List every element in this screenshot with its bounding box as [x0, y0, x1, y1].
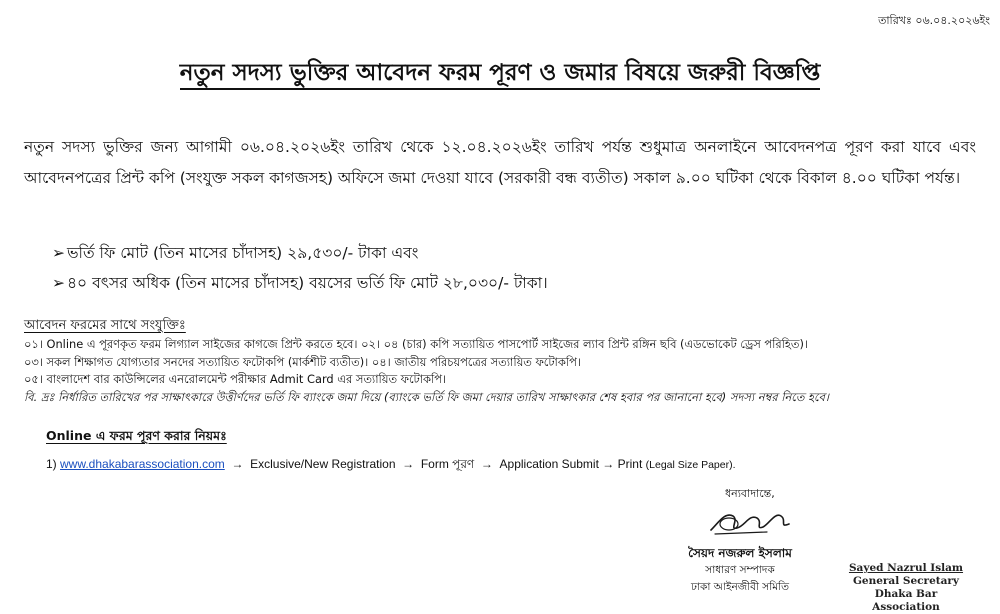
notice-date: তারিখঃ ০৬.০৪.২০২৬ইং: [878, 14, 990, 27]
signatory-org: ঢাকা আইনজীবী সমিতি: [691, 581, 789, 593]
notice-title: [0, 58, 1000, 88]
signature-icon: [705, 500, 795, 540]
step-label: Form পূরণ: [420, 457, 475, 471]
signatory-role: সাধারণ সম্পাদক: [705, 564, 775, 576]
arrow-right-icon: →: [480, 457, 493, 471]
fee-item-text: ভর্তি ফি মোট (তিন মাসের চাঁদাসহ) ২৯,৫৩০/- টাকা এবং: [67, 244, 419, 262]
arrow-right-icon: →: [602, 457, 615, 471]
signatory-name: সৈয়দ নজরুল ইসলাম: [688, 546, 792, 560]
attachment-note: বি. দ্রঃ নির্ধারিত তারিখের পর সাক্ষাৎকারে উত্তীর্ণদের ভর্তি ফি ব্যাংকে জমা দিয়ে (ব্যাংকে ভর্তি ফি জমা দেয়ার তারিখ সাক্ষাৎকার শেষ হবার পর জানানো হবে) সদস্য নম্বর নিতে হবে।: [24, 389, 829, 404]
step-prefix: 1): [46, 457, 57, 471]
fee-list: [52, 238, 952, 298]
arrow-right-icon: →: [231, 457, 244, 471]
fee-item-text: ৪০ বৎসর অধিক (তিন মাসের চাঁদাসহ) বয়সের ভর্তি ফি মোট ২৮,০৩০/- টাকা।: [67, 274, 548, 292]
website-link[interactable]: www.dhakabarassociation.com: [60, 457, 225, 471]
closing-thanks: ধন্যবাদান্তে,: [725, 487, 775, 500]
fee-item: [52, 238, 952, 268]
stamp-line: General Secretary: [852, 575, 960, 587]
step-label: Exclusive/New Registration: [250, 457, 396, 471]
attachment-line: ০৫। বাংলাদেশ বার কাউন্সিলের এনরোলমেন্ট পরীক্ষার Admit Card এর সত্যায়িত ফটোকপি।: [24, 372, 447, 386]
step-note: (Legal Size Paper).: [645, 459, 736, 471]
notice-title-text: নতুন সদস্য ভুক্তির আবেদন ফরম পূরণ ও জমার বিষয়ে জরুরী বিজ্ঞপ্তি: [180, 60, 821, 90]
attachment-line: ০১। Online এ পূরণকৃত ফরম লিগ্যাল সাইজের কাগজে প্রিন্ট করতে হবে। ০২। ০৪ (চার) কপি সত্যায়িত পাসপোর্ট সাইজের ল্যাব প্রিন্ট রঙ্গিন ছবি (এডভোকেট ড্রেস পরিহিত)।: [24, 337, 808, 351]
signatory-block: [660, 544, 820, 596]
official-stamp: [846, 562, 966, 614]
attachment-line: ০৩। সকল শিক্ষাগত যোগ্যতার সনদের সত্যায়িত ফটোকপি (মার্কশীট ব্যতীত)। ০৪। জাতীয় পরিচয়পত্রের সত্যায়িত ফটোকপি।: [24, 354, 581, 369]
attachments-list: [24, 336, 984, 406]
online-steps: [46, 456, 736, 476]
arrow-bullet-icon: ➢: [52, 274, 65, 292]
fee-item: [52, 268, 952, 298]
attachments-heading: আবেদন ফরমের সাথে সংযুক্তিঃ: [24, 318, 186, 333]
step-label: Print: [617, 457, 643, 471]
stamp-line: Dhaka Bar Association: [872, 588, 940, 613]
online-heading: Online এ ফরম পূরণ করার নিয়মঃ: [46, 428, 227, 443]
arrow-right-icon: →: [402, 457, 415, 471]
step-label: Application Submit: [499, 457, 599, 471]
stamp-line: Sayed Nazrul Islam: [848, 562, 964, 574]
arrow-bullet-icon: ➢: [52, 244, 65, 262]
intro-paragraph: নতুন সদস্য ভুক্তির জন্য আগামী ০৬.০৪.২০২৬ইং তারিখ থেকে ১২.০৪.২০২৬ইং তারিখ পর্যন্ত শুধুমাত্র অনলাইনে আবেদনপত্র পূরণ করা যাবে এবং আবেদনপত্রের প্রিন্ট কপি (সংযুক্ত সকল কাগজসহ) অফিসে জমা দেওয়া যাবে (সরকারী বন্ধ ব্যতীত) সকাল ৯.০০ ঘটিকা থেকে বিকাল ৪.০০ ঘটিকা পর্যন্ত।: [24, 138, 976, 187]
